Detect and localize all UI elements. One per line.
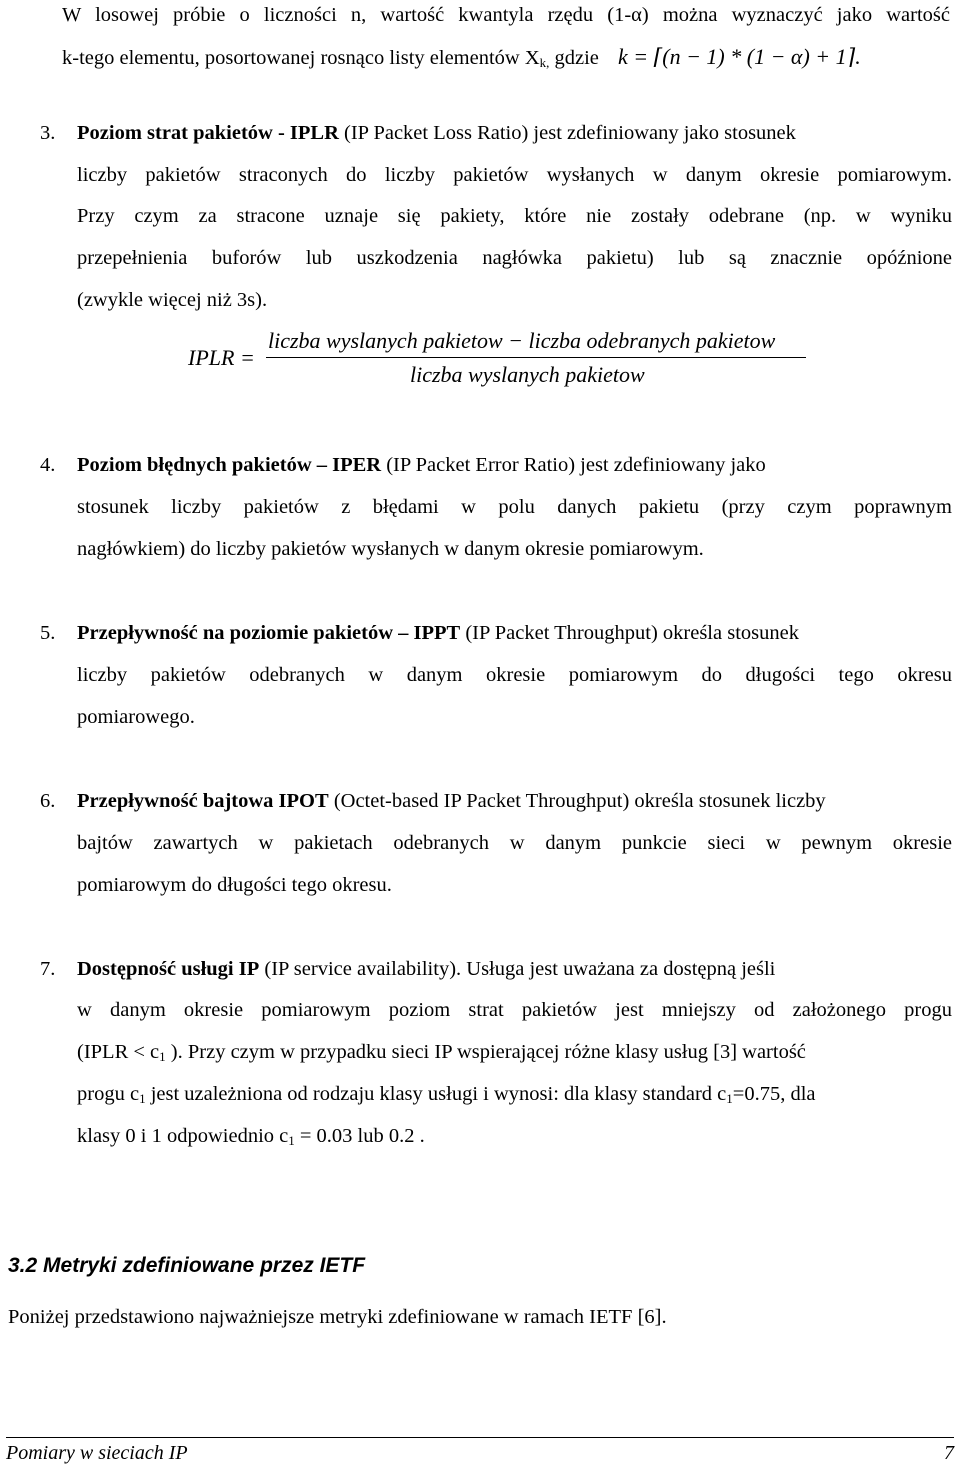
section-heading: 3.2 Metryki zdefiniowane przez IETF <box>8 1254 366 1277</box>
item4-line-3: nagłówkiem) do liczby pakietów wysłanych w danym okresie pomiarowym. <box>77 538 704 560</box>
item4-line-2: stosunek liczby pakietów z błędami w polu danych pakietu (przy czym poprawnym <box>77 496 952 518</box>
item7-l5b: = 0.03 lub 0.2 . <box>294 1125 425 1147</box>
item7-line-1 <box>77 957 775 981</box>
item3-text-1: (IP Packet Loss Ratio) jest zdefiniowany jako stosunek <box>338 122 796 144</box>
intro-line-1: W losowej próbie o liczności n, wartość kwantyla rzędu (1-α) można wyznaczyć jako wartość <box>62 4 950 26</box>
item7-line-2: w danym okresie pomiarowym poziom strat pakietów jest mniejszy od założonego progu <box>77 999 952 1021</box>
page-footer <box>6 1437 954 1464</box>
iplr-denominator: liczba wyslanych pakietow <box>410 362 645 387</box>
item5-text-1: (IP Packet Throughput) określa stosunek <box>460 622 799 644</box>
intro-gdzie: gdzie <box>549 47 599 69</box>
item7-l5a: klasy 0 i 1 odpowiednio c <box>77 1125 289 1147</box>
intro-line-2 <box>62 45 861 70</box>
item4-text-1: (IP Packet Error Ratio) jest zdefiniowany jako <box>381 454 766 476</box>
item7-title: Dostępność usługi IP <box>77 958 260 980</box>
section-text: Poniżej przedstawiono najważniejsze metryki zdefiniowane w ramach IETF [6]. <box>8 1306 667 1328</box>
item4-line-1 <box>77 453 766 477</box>
item3-number: 3. <box>40 122 56 144</box>
item7-line-5 <box>77 1124 425 1148</box>
item7-l4c: =0.75, dla <box>732 1083 816 1105</box>
k-formula: k = ⌈(n − 1) * (1 − α) + 1⌉. <box>618 44 861 69</box>
item5-number: 5. <box>40 622 56 644</box>
fraction-bar <box>266 357 806 358</box>
c1-subscript: 1 <box>159 1049 166 1064</box>
page-number: 7 <box>944 1442 954 1464</box>
item3-line-5: (zwykle więcej niż 3s). <box>77 289 268 311</box>
item5-title: Przepływność na poziomie pakietów – IPPT <box>77 622 461 644</box>
item7-l3a: (IPLR < c <box>77 1041 160 1063</box>
intro-text: k-tego elementu, posortowanej rosnąco listy elementów X <box>62 47 540 69</box>
item6-line-3: pomiarowym do długości tego okresu. <box>77 874 392 896</box>
item4-title: Poziom błędnych pakietów – IPER <box>77 454 382 476</box>
item7-l3b: ). Przy czym w przypadku sieci IP wspierającej różne klasy usług [3] wartość <box>165 1041 806 1063</box>
item7-line-3 <box>77 1040 806 1064</box>
item7-l4a: progu c <box>77 1083 140 1105</box>
item4-number: 4. <box>40 454 56 476</box>
item5-line-3: pomiarowego. <box>77 706 195 728</box>
item6-title: Przepływność bajtowa IPOT <box>77 790 329 812</box>
c1-subscript: 1 <box>139 1091 146 1106</box>
iplr-lhs: IPLR = <box>188 345 255 370</box>
footer-title: Pomiary w sieciach IP <box>6 1442 188 1464</box>
item6-line-1 <box>77 789 826 813</box>
item6-text-1: (Octet-based IP Packet Throughput) określa stosunek liczby <box>328 790 826 812</box>
item7-number: 7. <box>40 958 56 980</box>
intro-subscript: k, <box>539 55 550 70</box>
item3-title: Poziom strat pakietów - IPLR <box>77 122 339 144</box>
item3-line-1 <box>77 121 952 145</box>
item3-line-2: liczby pakietów straconych do liczby pakietów wysłanych w danym okresie pomiarowym. <box>77 164 952 186</box>
item5-line-1 <box>77 621 799 645</box>
item3-line-3: Przy czym za stracone uznaje się pakiety, które nie zostały odebrane (np. w wyniku <box>77 205 952 227</box>
item3-line-4: przepełnienia buforów lub uszkodzenia nagłówka pakietu) lub są znacznie opóźnione <box>77 247 952 269</box>
iplr-numerator: liczba wyslanych pakietow − liczba odebranych pakietow <box>268 328 776 353</box>
c1-subscript: 1 <box>726 1091 733 1106</box>
item6-number: 6. <box>40 790 56 812</box>
item7-l4b: jest uzależniona od rodzaju klasy usługi i wynosi: dla klasy standard c <box>145 1083 727 1105</box>
item7-text-1: (IP service availability). Usługa jest uważana za dostępną jeśli <box>259 958 776 980</box>
item7-line-4 <box>77 1082 816 1106</box>
item6-line-2: bajtów zawartych w pakietach odebranych w danym punkcie sieci w pewnym okresie <box>77 832 952 854</box>
item5-line-2: liczby pakietów odebranych w danym okresie pomiarowym do długości tego okresu <box>77 664 952 686</box>
c1-subscript: 1 <box>288 1133 295 1148</box>
